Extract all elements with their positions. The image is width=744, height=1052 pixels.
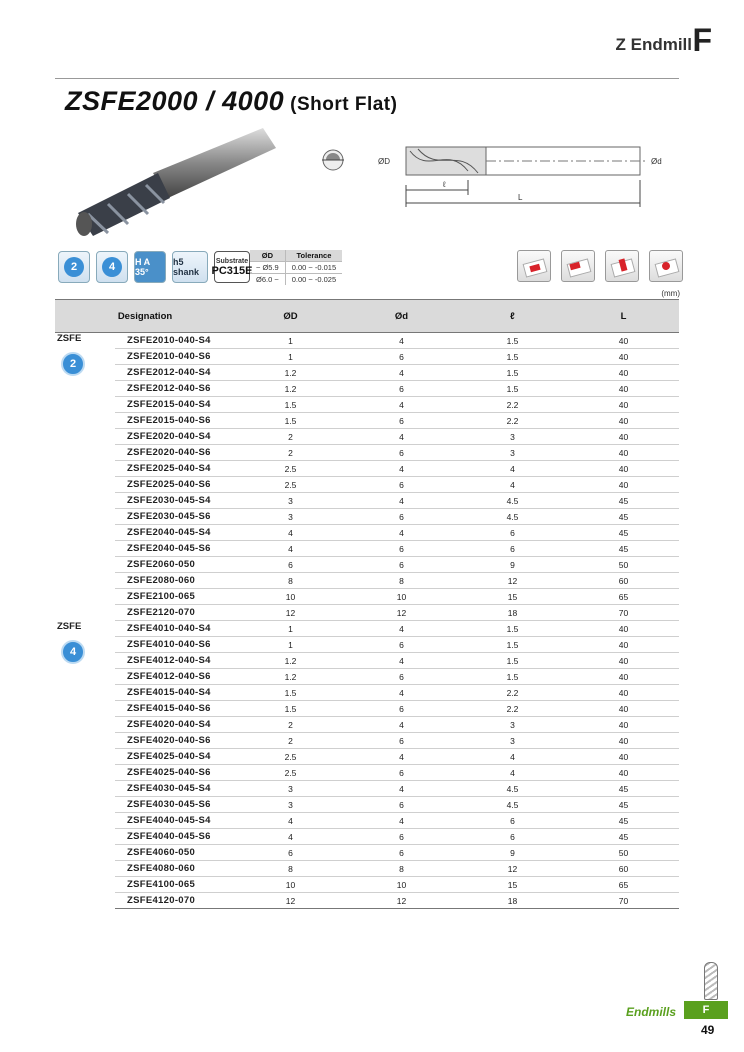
designation-cell: ZSFE2040-045-S6 — [115, 541, 235, 557]
total-length-cell: 40 — [568, 685, 679, 701]
total-length-cell: 40 — [568, 749, 679, 765]
designation-cell: ZSFE2025-040-S4 — [115, 461, 235, 477]
side-milling-icon — [517, 250, 551, 282]
total-length-cell: 65 — [568, 877, 679, 893]
total-length-cell: 40 — [568, 477, 679, 493]
table-row — [55, 541, 679, 557]
designation-cell: ZSFE4020-040-S6 — [115, 733, 235, 749]
flute-length-label: ℓ — [443, 180, 446, 189]
flute-length-cell: 12 — [457, 573, 568, 589]
designation-cell: ZSFE2020-040-S6 — [115, 445, 235, 461]
od-cell: 2 — [235, 733, 346, 749]
designation-cell: ZSFE2030-045-S6 — [115, 509, 235, 525]
substrate-code: PC315E — [211, 264, 253, 277]
table-row — [55, 669, 679, 685]
table-row — [55, 349, 679, 365]
od-cell: 1 — [235, 637, 346, 653]
group-cell — [55, 333, 115, 621]
od-cell: 2.5 — [235, 477, 346, 493]
od-cell: 10 — [235, 877, 346, 893]
shank-d-cell: 4 — [346, 333, 457, 349]
od-cell: 1.2 — [235, 653, 346, 669]
application-icons — [517, 250, 683, 282]
od-cell: 3 — [235, 797, 346, 813]
flute-length-cell: 4.5 — [457, 509, 568, 525]
total-length-cell: 40 — [568, 717, 679, 733]
designation-cell: ZSFE4120-070 — [115, 893, 235, 909]
flute-length-cell: 1.5 — [457, 669, 568, 685]
designation-cell: ZSFE2060-050 — [115, 557, 235, 573]
shank-d-cell: 12 — [346, 605, 457, 621]
total-length-cell: 40 — [568, 669, 679, 685]
od-cell: 6 — [235, 557, 346, 573]
designation-cell: ZSFE4040-045-S6 — [115, 829, 235, 845]
flute-length-cell: 18 — [457, 605, 568, 621]
table-row — [55, 461, 679, 477]
table-row — [55, 717, 679, 733]
designation-cell: ZSFE4010-040-S6 — [115, 637, 235, 653]
designation-cell: ZSFE4030-045-S6 — [115, 797, 235, 813]
table-row — [55, 781, 679, 797]
od-cell: 1.5 — [235, 397, 346, 413]
table-row — [55, 381, 679, 397]
table-row — [55, 861, 679, 877]
shank-d-cell: 4 — [346, 429, 457, 445]
od-cell: 8 — [235, 573, 346, 589]
total-length-cell: 45 — [568, 541, 679, 557]
shank-tolerance-icon: h5 shank — [172, 251, 208, 283]
header-od: ØD — [235, 300, 346, 333]
od-cell: 8 — [235, 861, 346, 877]
table-row — [55, 525, 679, 541]
od-cell: 4 — [235, 829, 346, 845]
table-row — [55, 813, 679, 829]
designation-cell: ZSFE2025-040-S6 — [115, 477, 235, 493]
substrate-icon — [211, 251, 253, 283]
tol-cell: 0.00 ~ -0.015 — [285, 262, 342, 274]
shank-d-cell: 6 — [346, 733, 457, 749]
shank-d-cell: 4 — [346, 813, 457, 829]
designation-cell: ZSFE4025-040-S4 — [115, 749, 235, 765]
table-row — [55, 605, 679, 621]
flute-length-cell: 6 — [457, 813, 568, 829]
od-cell: 2 — [235, 429, 346, 445]
flute-length-cell: 4.5 — [457, 781, 568, 797]
table-row — [55, 701, 679, 717]
od-cell: 1.2 — [235, 381, 346, 397]
substrate-label: Substrate — [215, 257, 249, 265]
flute-length-cell: 4 — [457, 749, 568, 765]
total-length-label: L — [518, 193, 523, 202]
total-length-cell: 45 — [568, 493, 679, 509]
shank-d-cell: 10 — [346, 877, 457, 893]
table-row — [55, 621, 679, 637]
tol-header-tolerance: Tolerance — [285, 250, 342, 262]
designation-cell: ZSFE4100-065 — [115, 877, 235, 893]
dimension-diagram — [318, 135, 688, 215]
od-cell: 1.2 — [235, 669, 346, 685]
4-flute-icon — [96, 251, 128, 283]
od-cell: 1 — [235, 349, 346, 365]
od-cell: 3 — [235, 781, 346, 797]
tol-cell: 0.00 ~ -0.025 — [285, 274, 342, 286]
table-row — [55, 733, 679, 749]
table-row — [55, 413, 679, 429]
table-row — [55, 653, 679, 669]
page-title — [65, 86, 397, 117]
od-cell: 10 — [235, 589, 346, 605]
designation-cell: ZSFE4015-040-S6 — [115, 701, 235, 717]
shank-d-cell: 6 — [346, 413, 457, 429]
table-row — [55, 445, 679, 461]
shoulder-milling-icon — [605, 250, 639, 282]
page-number: 49 — [701, 1023, 715, 1037]
flute-length-cell: 9 — [457, 845, 568, 861]
header-flute-length: ℓ — [457, 300, 568, 333]
designation-cell: ZSFE2080-060 — [115, 573, 235, 589]
shank-d-cell: 4 — [346, 749, 457, 765]
header-designation: Designation — [55, 300, 235, 333]
total-length-cell: 40 — [568, 637, 679, 653]
shank-d-cell: 8 — [346, 573, 457, 589]
total-length-cell: 40 — [568, 333, 679, 349]
group-label: ZSFE — [57, 333, 82, 344]
table-row — [55, 397, 679, 413]
table-row — [55, 589, 679, 605]
tol-cell: ~ Ø5.9 — [250, 262, 285, 274]
od-cell: 2.5 — [235, 461, 346, 477]
shank-d-cell: 4 — [346, 653, 457, 669]
total-length-cell: 40 — [568, 349, 679, 365]
shank-d-cell: 4 — [346, 621, 457, 637]
tol-header-od: ØD — [250, 250, 285, 262]
shank-d-cell: 4 — [346, 397, 457, 413]
designation-cell: ZSFE4010-040-S4 — [115, 621, 235, 637]
total-length-cell: 40 — [568, 397, 679, 413]
shank-d-cell: 10 — [346, 589, 457, 605]
table-row — [55, 829, 679, 845]
flute-length-cell: 15 — [457, 877, 568, 893]
total-length-cell: 45 — [568, 797, 679, 813]
shank-d-cell: 4 — [346, 685, 457, 701]
flute-length-cell: 9 — [457, 557, 568, 573]
total-length-cell: 45 — [568, 781, 679, 797]
shank-d-cell: 6 — [346, 845, 457, 861]
shank-d-cell: 6 — [346, 701, 457, 717]
flute-length-cell: 1.5 — [457, 365, 568, 381]
table-row — [55, 509, 679, 525]
shank-d-cell: 6 — [346, 509, 457, 525]
designation-cell: ZSFE2100-065 — [115, 589, 235, 605]
shank-d-cell: 6 — [346, 557, 457, 573]
od-cell: 3 — [235, 493, 346, 509]
flute-length-cell: 1.5 — [457, 621, 568, 637]
od-cell: 6 — [235, 845, 346, 861]
designation-cell: ZSFE2015-040-S6 — [115, 413, 235, 429]
designation-cell: ZSFE2012-040-S4 — [115, 365, 235, 381]
total-length-cell: 40 — [568, 365, 679, 381]
endmill-footer-icon — [704, 962, 718, 1000]
flute-length-cell: 2.2 — [457, 685, 568, 701]
od-cell: 4 — [235, 813, 346, 829]
table-row — [55, 477, 679, 493]
flute-length-cell: 4.5 — [457, 797, 568, 813]
footer-category: Endmills — [626, 1005, 677, 1019]
flute-length-cell: 4 — [457, 765, 568, 781]
shank-d-cell: 6 — [346, 477, 457, 493]
flute-length-cell: 1.5 — [457, 381, 568, 397]
product-table — [55, 299, 679, 909]
shank-d-cell: 6 — [346, 445, 457, 461]
od-cell: 1.5 — [235, 701, 346, 717]
shank-d-cell: 4 — [346, 717, 457, 733]
shank-d-label: Ød — [651, 157, 662, 166]
total-length-cell: 50 — [568, 557, 679, 573]
total-length-cell: 45 — [568, 509, 679, 525]
total-length-cell: 40 — [568, 701, 679, 717]
designation-cell: ZSFE4012-040-S4 — [115, 653, 235, 669]
shank-d-cell: 4 — [346, 365, 457, 381]
designation-cell: ZSFE4080-060 — [115, 861, 235, 877]
od-cell: 12 — [235, 605, 346, 621]
total-length-cell: 60 — [568, 861, 679, 877]
flute-length-cell: 3 — [457, 717, 568, 733]
flute-length-cell: 6 — [457, 541, 568, 557]
flute-length-cell: 2.2 — [457, 701, 568, 717]
od-cell: 2 — [235, 717, 346, 733]
shank-d-cell: 6 — [346, 381, 457, 397]
table-row — [55, 685, 679, 701]
flute-count-icon: 2 — [61, 352, 85, 376]
flute-length-cell: 1.5 — [457, 653, 568, 669]
slotting-icon — [561, 250, 595, 282]
total-length-cell: 45 — [568, 813, 679, 829]
od-cell: 2.5 — [235, 749, 346, 765]
designation-cell: ZSFE4060-050 — [115, 845, 235, 861]
helix-angle-icon: H A 35° — [134, 251, 166, 283]
total-length-cell: 50 — [568, 845, 679, 861]
feature-icons — [58, 250, 253, 284]
total-length-cell: 40 — [568, 461, 679, 477]
shank-d-cell: 6 — [346, 669, 457, 685]
endmill-photo — [58, 118, 278, 238]
total-length-cell: 40 — [568, 765, 679, 781]
flute-count-icon: 4 — [61, 640, 85, 664]
designation-cell: ZSFE2020-040-S4 — [115, 429, 235, 445]
od-cell: 1.5 — [235, 413, 346, 429]
header-total-length: L — [568, 300, 679, 333]
total-length-cell: 40 — [568, 413, 679, 429]
header-shank-d: Ød — [346, 300, 457, 333]
plunging-icon — [649, 250, 683, 282]
od-cell: 3 — [235, 509, 346, 525]
od-cell: 2.5 — [235, 765, 346, 781]
designation-cell: ZSFE2010-040-S4 — [115, 333, 235, 349]
table-row — [55, 845, 679, 861]
total-length-cell: 65 — [568, 589, 679, 605]
total-length-cell: 45 — [568, 525, 679, 541]
flute-length-cell: 18 — [457, 893, 568, 909]
flute-count-4: 4 — [102, 257, 122, 277]
od-cell: 1.5 — [235, 685, 346, 701]
table-row — [55, 877, 679, 893]
flute-length-cell: 15 — [457, 589, 568, 605]
designation-cell: ZSFE2012-040-S6 — [115, 381, 235, 397]
shank-d-cell: 6 — [346, 349, 457, 365]
table-row — [55, 797, 679, 813]
flute-length-cell: 3 — [457, 445, 568, 461]
shank-d-cell: 6 — [346, 637, 457, 653]
shank-d-cell: 6 — [346, 829, 457, 845]
od-cell: 1 — [235, 621, 346, 637]
total-length-cell: 40 — [568, 381, 679, 397]
table-row — [55, 749, 679, 765]
section-category: Z Endmill — [615, 35, 692, 54]
total-length-cell: 45 — [568, 829, 679, 845]
flute-length-cell: 6 — [457, 525, 568, 541]
table-row — [55, 637, 679, 653]
flute-length-cell: 4 — [457, 461, 568, 477]
total-length-cell: 70 — [568, 893, 679, 909]
table-row — [55, 365, 679, 381]
od-cell: 1.2 — [235, 365, 346, 381]
od-label: ØD — [378, 157, 390, 166]
od-cell: 12 — [235, 893, 346, 909]
flute-length-cell: 4.5 — [457, 493, 568, 509]
shank-d-cell: 6 — [346, 797, 457, 813]
title-main: ZSFE2000 / 4000 — [65, 86, 285, 116]
total-length-cell: 40 — [568, 429, 679, 445]
table-row — [55, 893, 679, 909]
total-length-cell: 40 — [568, 653, 679, 669]
flute-length-cell: 4 — [457, 477, 568, 493]
total-length-cell: 60 — [568, 573, 679, 589]
designation-cell: ZSFE4025-040-S6 — [115, 765, 235, 781]
table-row — [55, 493, 679, 509]
total-length-cell: 40 — [568, 445, 679, 461]
total-length-cell: 40 — [568, 621, 679, 637]
shank-d-cell: 4 — [346, 525, 457, 541]
designation-cell: ZSFE4020-040-S4 — [115, 717, 235, 733]
unit-label: (mm) — [661, 289, 680, 298]
designation-cell: ZSFE2120-070 — [115, 605, 235, 621]
flute-length-cell: 2.2 — [457, 413, 568, 429]
designation-cell: ZSFE4040-045-S4 — [115, 813, 235, 829]
footer-letter: F — [684, 1001, 728, 1019]
flute-length-cell: 2.2 — [457, 397, 568, 413]
designation-cell: ZSFE4012-040-S6 — [115, 669, 235, 685]
od-cell: 1 — [235, 333, 346, 349]
designation-cell: ZSFE2030-045-S4 — [115, 493, 235, 509]
designation-cell: ZSFE4015-040-S4 — [115, 685, 235, 701]
shank-d-cell: 4 — [346, 781, 457, 797]
shank-d-cell: 8 — [346, 861, 457, 877]
shank-d-cell: 4 — [346, 493, 457, 509]
designation-cell: ZSFE4030-045-S4 — [115, 781, 235, 797]
total-length-cell: 40 — [568, 733, 679, 749]
flute-length-cell: 3 — [457, 429, 568, 445]
table-row — [55, 557, 679, 573]
table-row — [55, 333, 679, 349]
flute-length-cell: 1.5 — [457, 349, 568, 365]
2-flute-icon — [58, 251, 90, 283]
designation-cell: ZSFE2015-040-S4 — [115, 397, 235, 413]
flute-count-2: 2 — [64, 257, 84, 277]
shank-d-cell: 4 — [346, 461, 457, 477]
flute-length-cell: 3 — [457, 733, 568, 749]
shank-d-cell: 6 — [346, 541, 457, 557]
header-rule — [55, 78, 679, 79]
section-letter: F — [692, 22, 712, 58]
shank-d-cell: 6 — [346, 765, 457, 781]
group-cell — [55, 621, 115, 909]
title-sub: (Short Flat) — [290, 94, 398, 115]
tol-cell: Ø6.0 ~ — [250, 274, 285, 286]
table-row — [55, 765, 679, 781]
od-cell: 4 — [235, 541, 346, 557]
flute-length-cell: 6 — [457, 829, 568, 845]
designation-cell: ZSFE2040-045-S4 — [115, 525, 235, 541]
shank-d-cell: 12 — [346, 893, 457, 909]
flute-length-cell: 1.5 — [457, 637, 568, 653]
flute-length-cell: 1.5 — [457, 333, 568, 349]
group-label: ZSFE — [57, 620, 82, 632]
table-row — [55, 429, 679, 445]
designation-cell: ZSFE2010-040-S6 — [115, 349, 235, 365]
od-cell: 4 — [235, 525, 346, 541]
tolerance-table — [250, 250, 342, 285]
flute-length-cell: 12 — [457, 861, 568, 877]
od-cell: 2 — [235, 445, 346, 461]
table-row — [55, 573, 679, 589]
total-length-cell: 70 — [568, 605, 679, 621]
